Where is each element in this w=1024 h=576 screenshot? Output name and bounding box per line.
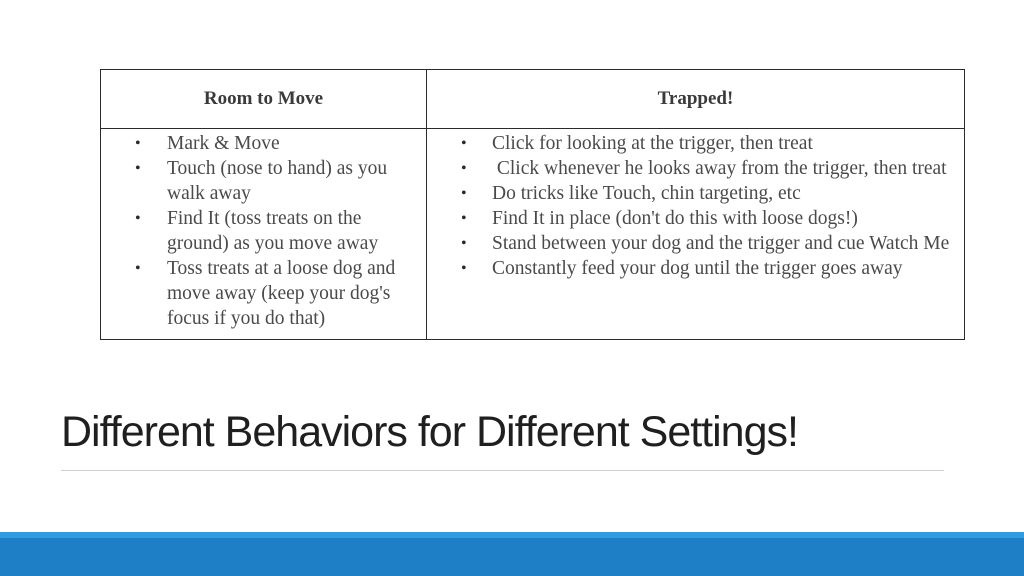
list-item-text: Click whenever he looks away from the trigger, then treat xyxy=(492,158,947,179)
bullet-icon: • xyxy=(461,260,467,277)
bullet-icon: • xyxy=(135,210,141,227)
room-to-move-list xyxy=(101,131,426,331)
bullet-icon: • xyxy=(135,260,141,277)
list-item-text: Click for looking at the trigger, then treat xyxy=(492,133,813,154)
header-trapped: Trapped! xyxy=(657,88,734,109)
bullet-icon: • xyxy=(461,160,467,177)
list-item xyxy=(101,156,426,206)
list-item xyxy=(427,131,964,156)
list-item-text: Find It in place (don't do this with loose dogs!) xyxy=(492,208,858,229)
list-item-text: Constantly feed your dog until the trigger goes away xyxy=(492,258,903,279)
list-item xyxy=(101,256,426,331)
list-item xyxy=(101,206,426,256)
title-divider xyxy=(61,470,944,471)
trapped-cell xyxy=(427,129,964,339)
bullet-icon: • xyxy=(461,235,467,252)
table-body-row xyxy=(101,129,964,339)
bullet-icon: • xyxy=(461,185,467,202)
footer-band-highlight xyxy=(0,532,1024,538)
bullet-icon: • xyxy=(461,210,467,227)
list-item-text: Stand between your dog and the trigger and cue Watch Me xyxy=(492,233,950,254)
header-room-to-move: Room to Move xyxy=(101,70,427,128)
list-item-text: Touch (nose to hand) as you walk away xyxy=(167,158,388,204)
list-item-text: Toss treats at a loose dog and move away (keep your dog's focus if you do that) xyxy=(167,258,396,329)
list-item-text: Do tricks like Touch, chin targeting, etc xyxy=(492,183,801,204)
list-item xyxy=(427,256,964,281)
list-item-text: Find It (toss treats on the ground) as you move away xyxy=(167,208,379,254)
bullet-icon: • xyxy=(461,135,467,152)
list-item xyxy=(427,181,964,206)
bullet-icon: • xyxy=(135,160,141,177)
list-item xyxy=(427,156,964,181)
list-item xyxy=(427,231,964,256)
footer-band xyxy=(0,532,1024,576)
room-to-move-cell xyxy=(101,129,427,339)
list-item xyxy=(427,206,964,231)
bullet-icon: • xyxy=(135,135,141,152)
list-item-text: Mark & Move xyxy=(167,133,280,154)
slide-title: Different Behaviors for Different Settings! xyxy=(61,408,798,456)
table-header-row xyxy=(101,70,964,129)
trapped-list xyxy=(427,131,964,281)
list-item xyxy=(101,131,426,156)
behaviors-table xyxy=(100,69,965,340)
